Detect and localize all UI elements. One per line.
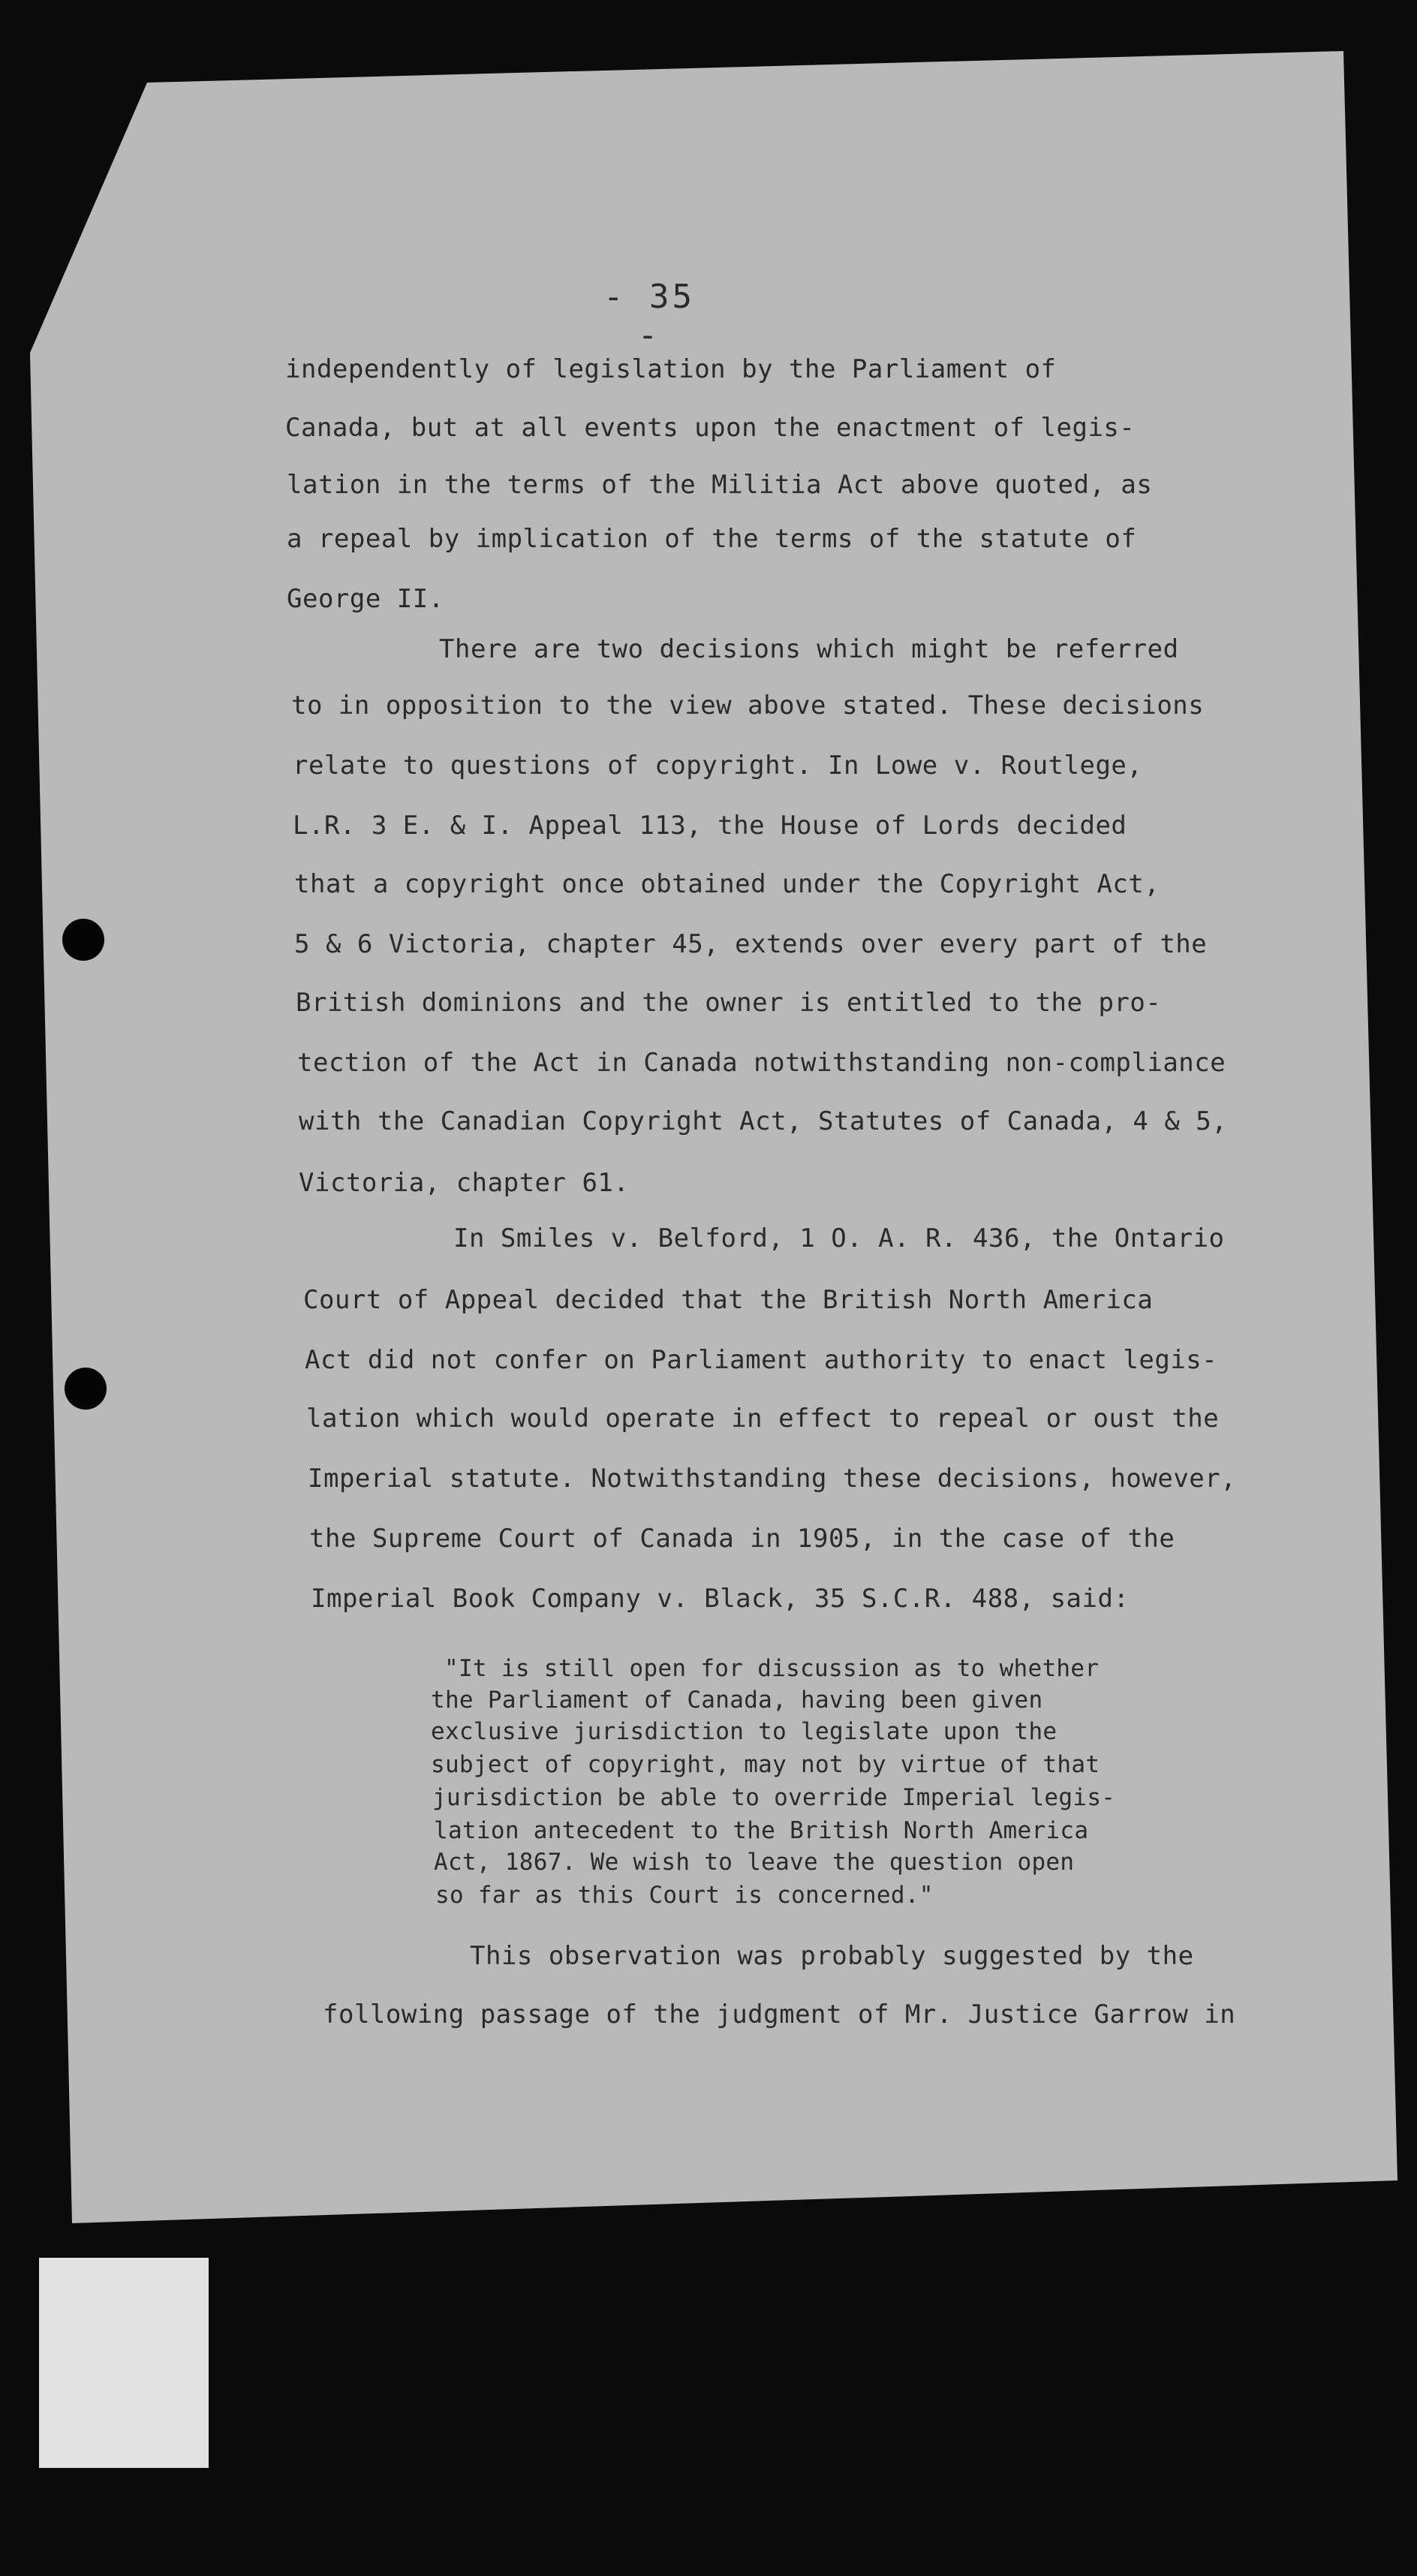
- paragraph-3-line-6: the Supreme Court of Canada in 1905, in the case of the: [309, 1524, 1175, 1554]
- page-number: - 35 -: [603, 278, 695, 354]
- paragraph-2-line-6: 5 & 6 Victoria, chapter 45, extends over every part of the: [294, 929, 1208, 959]
- paragraph-1-line-2: Canada, but at all events upon the enactment of legis-: [285, 413, 1136, 443]
- paragraph-2-line-5: that a copyright once obtained under the Copyright Act,: [294, 869, 1160, 899]
- paragraph-2-line-7: British dominions and the owner is entitled to the pro-: [296, 988, 1162, 1018]
- paragraph-3-line-5: Imperial statute. Notwithstanding these decisions, however,: [308, 1464, 1237, 1494]
- quote-line-5: jurisdiction be able to override Imperial legis-: [432, 1784, 1116, 1811]
- quote-line-8: so far as this Court is concerned.": [435, 1882, 934, 1909]
- paragraph-3-line-3: Act did not confer on Parliament authority to enact legis-: [305, 1345, 1218, 1375]
- paragraph-3-line-2: Court of Appeal decided that the British North America: [303, 1285, 1154, 1315]
- quote-line-4: subject of copyright, may not by virtue of that: [431, 1751, 1100, 1778]
- quote-line-7: Act, 1867. We wish to leave the question open: [434, 1849, 1075, 1876]
- paragraph-2-line-2: to in opposition to the view above stated. These decisions: [291, 691, 1205, 721]
- paragraph-2-line-4: L.R. 3 E. & I. Appeal 113, the House of Lords decided: [293, 811, 1127, 841]
- paragraph-2-line-3: relate to questions of copyright. In Lowe v. Routlege,: [293, 751, 1143, 781]
- paragraph-5-line-1: This observation was probably suggested by the: [470, 1941, 1194, 1971]
- paragraph-5-line-2: following passage of the judgment of Mr. Justice Garrow in: [323, 2000, 1236, 2030]
- paragraph-2-line-10: Victoria, chapter 61.: [299, 1168, 630, 1198]
- paragraph-2-line-1: There are two decisions which might be referred: [439, 634, 1179, 664]
- paragraph-1-line-1: independently of legislation by the Parliament of: [285, 354, 1057, 384]
- quote-line-3: exclusive jurisdiction to legislate upon the: [431, 1718, 1057, 1745]
- paragraph-2-line-8: tection of the Act in Canada notwithstanding non-compliance: [297, 1048, 1226, 1078]
- quote-line-1: "It is still open for discussion as to whether: [444, 1655, 1100, 1682]
- paragraph-1-line-5: George II.: [287, 584, 444, 614]
- paragraph-3-line-1: In Smiles v. Belford, 1 O. A. R. 436, the Ontario: [453, 1223, 1225, 1253]
- paragraph-2-line-9: with the Canadian Copyright Act, Statutes of Canada, 4 & 5,: [299, 1106, 1228, 1136]
- quote-line-6: lation antecedent to the British North America: [434, 1817, 1089, 1844]
- quote-line-2: the Parliament of Canada, having been given: [431, 1687, 1043, 1714]
- paragraph-1-line-3: lation in the terms of the Militia Act above quoted, as: [287, 470, 1153, 500]
- paragraph-1-line-4: a repeal by implication of the terms of the statute of: [287, 524, 1137, 554]
- paragraph-3-line-4: lation which would operate in effect to repeal or oust the: [306, 1404, 1220, 1434]
- paragraph-3-line-7: Imperial Book Company v. Black, 35 S.C.R. 488, said:: [311, 1584, 1130, 1614]
